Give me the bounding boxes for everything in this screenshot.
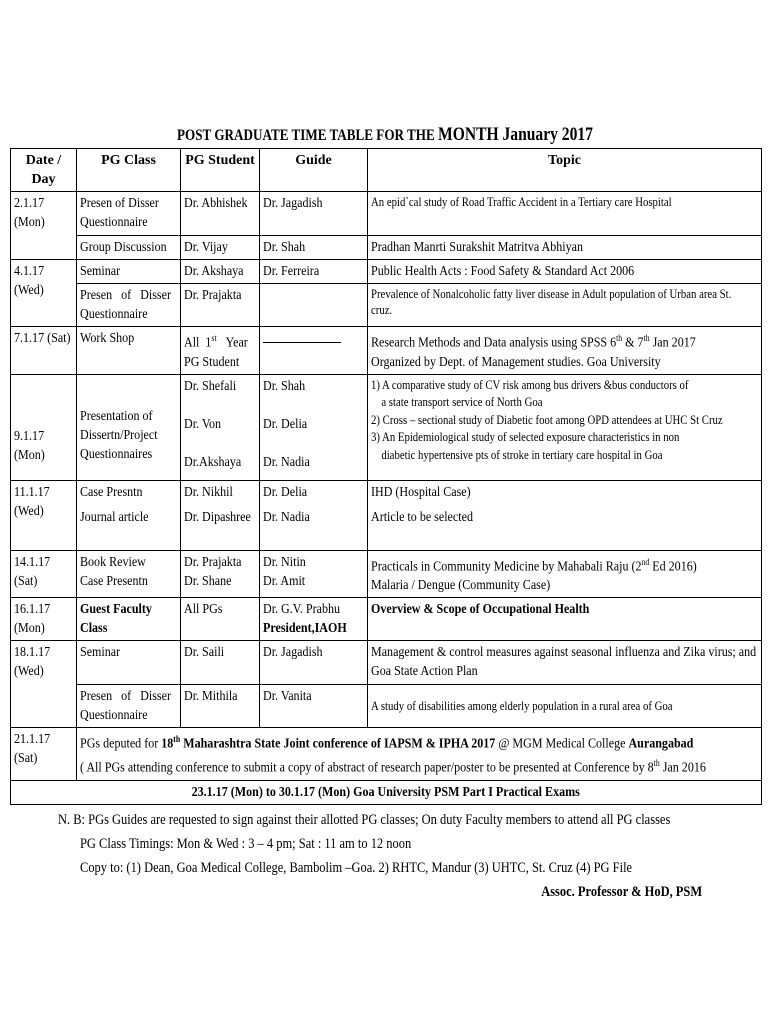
date-cell: 21.1.17 (Sat): [11, 728, 77, 780]
header-row: [11, 149, 762, 192]
header-date: Date / Day: [11, 149, 77, 192]
table-row: 2.1.17 (Mon) Presen of Disser Questionnaire Dr. Abhishek Dr. Jagadish An epid`cal study of Road Traffic Accident in a Tertiary care Hospital: [11, 192, 762, 236]
exam-row: 23.1.17 (Mon) to 30.1.17 (Mon) Goa University PSM Part I Practical Exams: [11, 780, 762, 804]
table-row: 9.1.17 (Mon) Presentation of Dissertn/Project Questionnaires Dr. Shefali Dr. Von Dr.Akshaya Dr. Shah Dr. Delia Dr. Nadia 1) A comparative study of CV risk among bus drivers &bus conductors of a state transport service of North Goa 2) Cross – sectional study of Diabetic foot among OPD attendees at UHC St Cruz 3) An Epidemiological study of selected exposure characteristics in non diabetic hypertensive pts of stroke in tertiary care hospital in Goa: [11, 374, 762, 480]
table-row: Group Discussion Dr. Vijay Dr. Shah Pradhan Manrti Surakshit Matritva Abhiyan: [11, 236, 762, 260]
blank-line: [263, 329, 341, 343]
table-row: 11.1.17 (Wed) Case Presntn Journal article Dr. Nikhil Dr. Dipashree Dr. Delia Dr. Nadia IHD (Hospital Case) Article to be selected: [11, 480, 762, 550]
table-row: 4.1.17 (Wed) Seminar Dr. Akshaya Dr. Ferreira Public Health Acts : Food Safety & Standard Act 2006: [11, 260, 762, 284]
date-cell: 9.1.17 (Mon): [11, 374, 77, 480]
table-row: 21.1.17 (Sat) PGs deputed for 18th Maharashtra State Joint conference of IAPSM & IPHA 2017 @ MGM Medical College Aurangabad ( All PGs attending conference to submit a copy of abstract of research paper/poster to be presented at Conference by 8th Jan 2016: [11, 728, 762, 780]
note-nb: N. B: PGs Guides are requested to sign against their allotted PG classes; On duty Faculty members to attend all PG classes: [58, 812, 671, 828]
table-row: 16.1.17 (Mon) Guest Faculty Class All PGs Dr. G.V. Prabhu President,IAOH Overview & Scope of Occupational Health: [11, 598, 762, 641]
header-guide: Guide: [260, 149, 368, 192]
table-row: Presen of Disser Questionnaire Dr. Prajakta Prevalence of Nonalcoholic fatty liver disease in Adult population of Urban area St. cruz.: [11, 284, 762, 327]
note-copy: Copy to: (1) Dean, Goa Medical College, Bambolim –Goa. 2) RHTC, Mandur (3) UHTC, St. Cruz (4) PG File: [80, 860, 633, 876]
page-title: POST GRADUATE TIME TABLE FOR THE MONTH January 2017: [177, 124, 593, 145]
date-cell: 7.1.17 (Sat): [11, 327, 77, 375]
date-cell: 14.1.17 (Sat): [11, 550, 77, 598]
date-cell: 11.1.17 (Wed): [11, 480, 77, 550]
date-cell: 16.1.17 (Mon): [11, 598, 77, 641]
header-student: PG Student: [181, 149, 260, 192]
table-row: Presen of Disser Questionnaire Dr. Mithila Dr. Vanita A study of disabilities among elderly population in a rural area of Goa: [11, 685, 762, 728]
table-row: 14.1.17 (Sat) Book Review Case Presentn Dr. Prajakta Dr. Shane Dr. Nitin Dr. Amit Practicals in Community Medicine by Mahabali Raju (2nd Ed 2016) Malaria / Dengue (Community Case): [11, 550, 762, 598]
date-cell: 2.1.17 (Mon): [11, 192, 77, 260]
signature: Assoc. Professor & HoD, PSM: [541, 884, 702, 900]
header-topic: Topic: [368, 149, 762, 192]
timetable: [10, 148, 762, 805]
date-cell: 4.1.17 (Wed): [11, 260, 77, 327]
header-class: PG Class: [77, 149, 181, 192]
table-row: 7.1.17 (Sat) Work Shop All 1st Year PG Student Research Methods and Data analysis using SPSS 6th & 7th Jan 2017 Organized by Dept. of Management studies. Goa University: [11, 327, 762, 375]
note-timings: PG Class Timings: Mon & Wed : 3 – 4 pm; Sat : 11 am to 12 noon: [80, 836, 412, 852]
date-cell: 18.1.17 (Wed): [11, 641, 77, 728]
table-row: 18.1.17 (Wed) Seminar Dr. Saili Dr. Jagadish Management & control measures against seasonal influenza and Zika virus; and Goa State Action Plan: [11, 641, 762, 685]
